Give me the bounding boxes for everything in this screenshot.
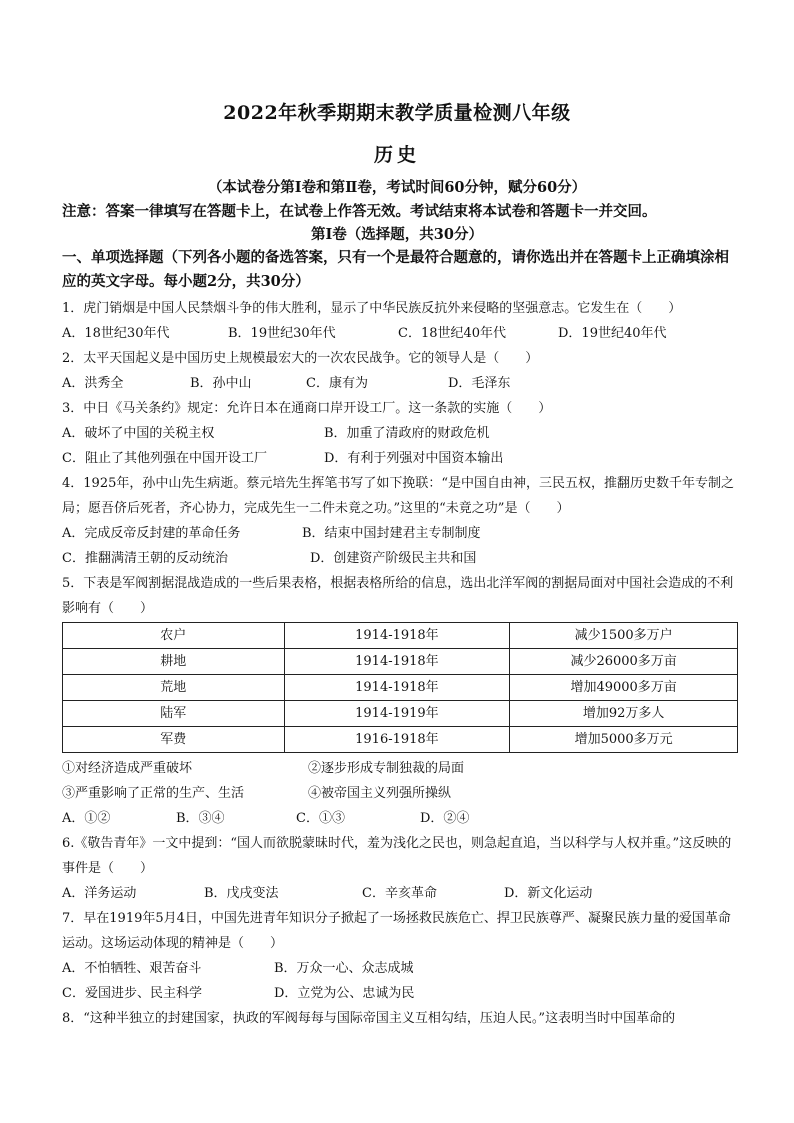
q4-options-row1	[62, 521, 742, 546]
q8-stem: 8．“这种半独立的封建国家，执政的军阀每每与国际帝国主义互相勾结，压迫人民。”这表明当时中国革命的	[62, 1011, 676, 1026]
table-row	[63, 727, 738, 753]
q5-statement-3: ③严重影响了正常的生产、生活	[62, 786, 245, 801]
q6-option-a: A．洋务运动	[62, 886, 137, 901]
q5-options	[62, 806, 742, 831]
table-row	[63, 701, 738, 727]
table-cell: 军费	[63, 727, 285, 753]
exam-subject: 历史	[373, 144, 420, 166]
q7-option-d: D．立党为公、忠诚为民	[274, 986, 415, 1001]
q2-options	[62, 371, 742, 396]
q3-option-a: A．破坏了中国的关税主权	[62, 426, 215, 441]
q3-option-d: D．有利于列强对中国资本输出	[324, 451, 504, 466]
q7-options-row2	[62, 981, 742, 1006]
q4-stem: 4．1925年，孙中山先生病逝。蔡元培先生挥笔书写了如下挽联：“是中国自由神，三民五权，推翻历史数千年专制之局；愿吾侪后死者，齐心协力，完成先生一二件未竟之功。”这里的“未竟之功”是（ ）	[62, 476, 735, 516]
q3-options-row1	[62, 421, 742, 446]
q5-data-table	[62, 622, 738, 753]
q6-options	[62, 881, 742, 906]
q6-option-c: C．辛亥革命	[362, 886, 437, 901]
exam-title: 2022年秋季期期末教学质量检测八年级	[223, 102, 571, 124]
q2-option-b: B．孙中山	[190, 376, 252, 391]
q7-option-c: C．爱国进步、民主科学	[62, 986, 202, 1001]
q5-statement-4: ④被帝国主义列强所操纵	[308, 786, 452, 801]
q7-option-a: A．不怕牺牲、艰苦奋斗	[62, 961, 202, 976]
volume-heading: 第Ⅰ卷（选择题，共30分）	[311, 226, 483, 243]
table-cell: 增加92万多人	[510, 701, 738, 727]
q1-option-b: B．19世纪30年代	[228, 326, 336, 341]
q5-stem: 5．下表是军阀割据混战造成的一些后果表格，根据表格所给的信息，选出北洋军阀的割据局面对中国社会造成的不利影响有（ ）	[62, 576, 734, 616]
q3-option-b: B．加重了清政府的财政危机	[324, 426, 490, 441]
q4-option-c: C．推翻满清王朝的反动统治	[62, 551, 228, 566]
table-cell: 1914-1918年	[284, 649, 510, 675]
q1-stem: 1．虎门销烟是中国人民禁烟斗争的伟大胜利，显示了中华民族反抗外来侵略的坚强意志。它发生在（ ）	[62, 301, 682, 316]
q5-statements-row1	[62, 756, 742, 781]
q5-option-b: B．③④	[176, 811, 225, 826]
questions	[62, 296, 742, 1031]
q1-option-d: D．19世纪40年代	[558, 326, 667, 341]
table-cell: 农户	[63, 623, 285, 649]
exam-info: （本试卷分第Ⅰ卷和第Ⅱ卷，考试时间60分钟，赋分60分）	[207, 179, 587, 196]
q4-option-b: B．结束中国封建君主专制制度	[302, 526, 481, 541]
q5-option-a: A．①②	[62, 811, 111, 826]
table-row	[63, 623, 738, 649]
q3-option-c: C．阻止了其他列强在中国开设工厂	[62, 451, 267, 466]
q2-stem: 2．太平天国起义是中国历史上规模最宏大的一次农民战争。它的领导人是（ ）	[62, 351, 539, 366]
q5-statement-2: ②逐步形成专制独裁的局面	[308, 761, 465, 776]
q6-option-b: B．戊戌变法	[204, 886, 279, 901]
q1-option-a: A．18世纪30年代	[62, 326, 170, 341]
exam-notice: 注意：答案一律填写在答题卡上，在试卷上作答无效。考试结束将本试卷和答题卡一并交回。	[62, 203, 657, 220]
q3-stem: 3．中日《马关条约》规定：允许日本在通商口岸开设工厂。这一条款的实施（ ）	[62, 401, 552, 416]
table-cell: 1916-1918年	[284, 727, 510, 753]
table-cell: 减少26000多万亩	[510, 649, 738, 675]
q6-stem: 6.《敬告青年》一文中提到：“国人而欲脱蒙昧时代，羞为浅化之民也，则急起直追，当以科学与人权并重。”这反映的事件是（ ）	[62, 836, 732, 876]
table-row	[63, 649, 738, 675]
table-cell: 1914-1919年	[284, 701, 510, 727]
q4-option-a: A．完成反帝反封建的革命任务	[62, 526, 241, 541]
q1-option-c: C．18世纪40年代	[398, 326, 507, 341]
table-cell: 减少1500多万户	[510, 623, 738, 649]
q7-options-row1	[62, 956, 742, 981]
q5-option-d: D．②④	[420, 811, 470, 826]
q5-option-c: C．①③	[296, 811, 345, 826]
table-cell: 陆军	[63, 701, 285, 727]
table-cell: 增加49000多万亩	[510, 675, 738, 701]
q7-stem: 7．早在1919年5月4日，中国先进青年知识分子掀起了一场拯救民族危亡、捍卫民族尊严、凝聚民族力量的爱国革命运动。这场运动体现的精神是（ ）	[62, 911, 731, 951]
q4-options-row2	[62, 546, 742, 571]
table-cell: 耕地	[63, 649, 285, 675]
table-cell: 1914-1918年	[284, 623, 510, 649]
q5-statement-1: ①对经济造成严重破坏	[62, 761, 193, 776]
q1-options	[62, 321, 742, 346]
section-heading: 一、单项选择题（下列各小题的备选答案，只有一个是最符合题意的，请你选出并在答题卡上正确填涂相应的英文字母。每小题2分，共30分）	[62, 249, 729, 290]
table-cell: 1914-1918年	[284, 675, 510, 701]
table-cell: 增加5000多万元	[510, 727, 738, 753]
q2-option-d: D．毛泽东	[448, 376, 511, 391]
q5-statements-row2	[62, 781, 742, 806]
q2-option-c: C．康有为	[306, 376, 368, 391]
q7-option-b: B．万众一心、众志成城	[274, 961, 414, 976]
table-row	[63, 675, 738, 701]
q2-option-a: A．洪秀全	[62, 376, 124, 391]
q3-options-row2	[62, 446, 742, 471]
q4-option-d: D．创建资产阶级民主共和国	[310, 551, 477, 566]
table-cell: 荒地	[63, 675, 285, 701]
q6-option-d: D．新文化运动	[504, 886, 593, 901]
